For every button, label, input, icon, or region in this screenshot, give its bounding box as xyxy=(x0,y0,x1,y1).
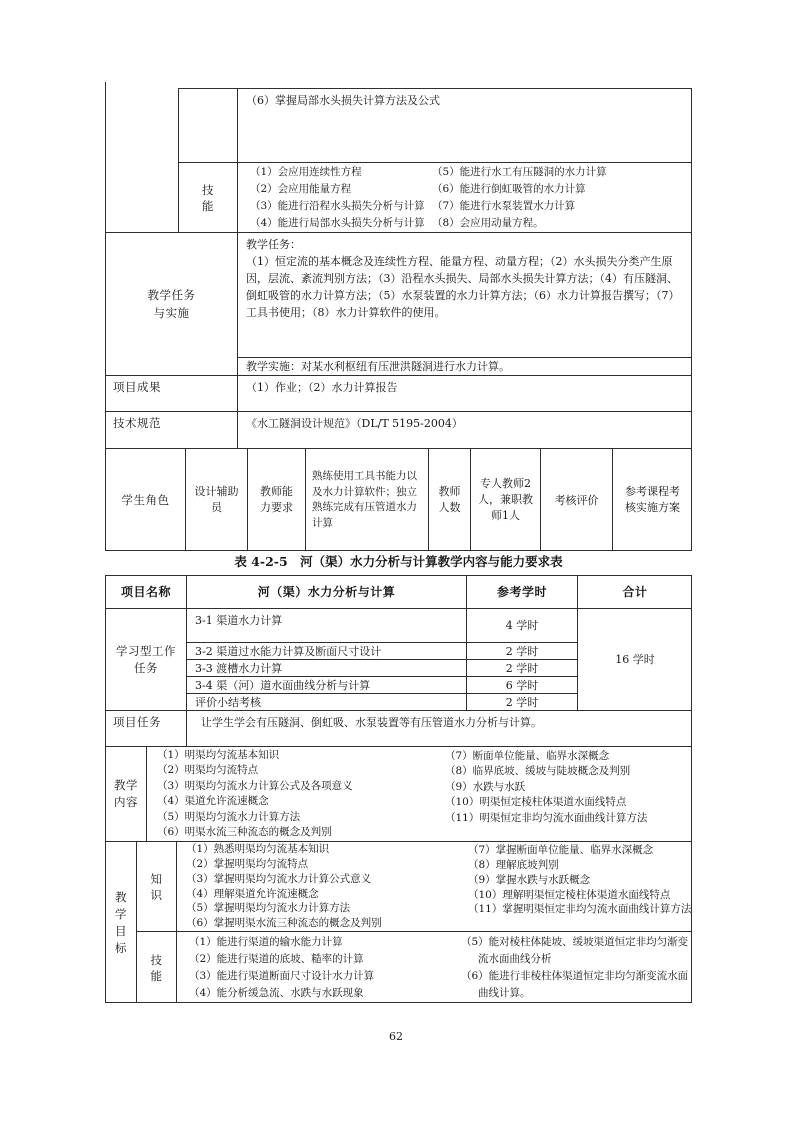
content-items-right: （7）断面单位能量、临界水深概念 （8）临界底坡、缓坡与陡坡概念及判别 （9）水跌与水跃 （10）明渠恒定棱柱体渠道水面线特点 （11）明渠恒定非均匀流水面曲线计算方法 xyxy=(445,749,648,824)
project-task-label-cell: 项目任务 xyxy=(105,710,186,746)
skill2-sublabel-cell: 技 能 xyxy=(136,931,176,1003)
teaching-requirements-table xyxy=(105,88,692,551)
knowledge-last-item-cell xyxy=(237,88,692,162)
teach-task-body: （1）恒定流的基本概念及连续性方程、能量方程、动量方程；（2）水头损失分类产生原因，层流、紊流判别方法；（3）沿程水头损失、局部水头损失计算方法；（4）有压隧洞、倒虹吸管的水力计算方法；（5）水泵装置的水力计算方法；（6）水力计算报告撰写；（7）工具书使用；（8）水力计算软件的使用。 xyxy=(246,255,680,319)
skill-items-left: （1）会应用连续性方程 （2）会应用能量方程 （3）能进行沿程水头损失分析与计算 （4）能进行局部水头损失分析与计算 xyxy=(250,165,425,229)
content-label-cell: 教学 内容 xyxy=(105,746,146,841)
page-number: 62 xyxy=(389,1030,403,1043)
role-cell-1: 设计辅助员 xyxy=(185,448,247,551)
objective-label-cell: 教学 目标 xyxy=(105,841,136,1003)
task-row-hours: 2 学时 xyxy=(466,642,577,659)
role-cell-3: 熟练使用工具书能力以及水力计算软件；独立熟练完成有压管道水力计算 xyxy=(305,448,428,551)
role-cell-4: 教师人数 xyxy=(428,448,470,551)
result-label-cell: 项目成果 xyxy=(105,375,237,411)
content-items-left: （1）明渠均匀流基本知识 （2）明渠均匀流特点 （3）明渠均匀流水力计算公式及各项意义 （4）渠道允许流速概念 （5）明渠均匀流水力计算方法 （6）明渠水流三种流态的概念及判别 xyxy=(157,748,353,838)
teach-task-title: 教学任务： xyxy=(246,238,301,251)
teach-impl-text: 教学实施：对某水利枢纽有压泄洪隧洞进行水力计算。 xyxy=(246,360,510,373)
knowledge-items-left: （1）熟悉明渠均匀流基本知识 （2）掌握明渠均匀流特点 （3）掌握明渠均匀流水力计算公式意义 （4）理解渠道允许流速概念 （5）掌握明渠均匀流水力计算方法 （6）掌握明渠水流三种流态的概念及判别 xyxy=(186,843,382,930)
standard-value-cell: 《水工隧洞设计规范》（DL/T 5195-2004） xyxy=(237,411,692,448)
task-row-hours: 2 学时 xyxy=(466,693,577,710)
role-cell-0: 学生角色 xyxy=(105,448,185,551)
skill2-items-right: （5）能对棱柱体陡坡、缓坡渠道恒定非均匀渐变流水面曲线分析 （6）能进行非棱柱体渠道恒定非均匀渐变流水面曲线计算。 xyxy=(461,935,689,999)
task-row-name: 3-1 渠道水力计算 xyxy=(186,608,466,642)
header-project-name: 项目名称 xyxy=(105,575,186,608)
task-row-hours: 2 学时 xyxy=(466,659,577,676)
task-row-name: 3-4 渠（河）道水面曲线分析与计算 xyxy=(186,676,466,693)
content-items-cell xyxy=(146,746,692,841)
table-caption: 表 4-2-5 河（渠）水力分析与计算教学内容与能力要求表 xyxy=(234,554,563,569)
skill-items-right: （5）能进行水工有压隧洞的水力计算 （6）能进行倒虹吸管的水力计算 （7）能进行水泵装置水力计算 （8）会应用动量方程。 xyxy=(432,165,607,229)
project-task-value-cell: 让学生学会有压隧洞、倒虹吸、水泵装置等有压管道水力分析与计算。 xyxy=(186,710,692,746)
role-cell-5: 专人教师2人，兼职教师1人 xyxy=(470,448,540,551)
header-total: 合计 xyxy=(577,575,692,608)
role-cell-7: 参考课程考核实施方案 xyxy=(612,448,692,551)
skill-sublabel: 技 能 xyxy=(202,182,214,213)
total-hours-cell: 16 学时 xyxy=(577,608,692,710)
skill2-items-left: （1）能进行渠道的输水能力计算 （2）能进行渠道的底坡、糙率的计算 （3）能进行渠道断面尺寸设计水力计算 （4）能分析缓急流、水跌与水跃现象 xyxy=(189,935,375,999)
standard-label-cell: 技术规范 xyxy=(105,411,237,448)
teach-label-cell xyxy=(105,232,237,375)
role-cell-6: 考核评价 xyxy=(540,448,612,551)
knowledge-items-right: （7）掌握断面单位能量、临界水深概念 （8）理解底坡判别 （9）掌握水跌与水跃概念 （10）理解明渠恒定棱柱体渠道水面线特点 （11）掌握明渠恒定非均匀流水面曲线计算方法 xyxy=(468,844,692,916)
task-row-hours: 6 学时 xyxy=(466,676,577,693)
knowledge-items-cell xyxy=(176,841,692,931)
knowledge-sublabel-cell xyxy=(178,88,237,162)
knowledge-sublabel-cell: 知 识 xyxy=(136,841,176,931)
teach-task-cell xyxy=(237,232,692,357)
tasks-label-cell: 学习型工作任务 xyxy=(105,608,186,710)
task-row-name: 3-3 渡槽水力计算 xyxy=(186,659,466,676)
skill-items-cell xyxy=(237,162,692,232)
carryover-label-cell xyxy=(105,88,178,232)
role-cell-2: 教师能力要求 xyxy=(247,448,305,551)
task-row-hours: 4 学时 xyxy=(466,608,577,642)
teach-impl-cell xyxy=(237,357,692,375)
teach-label: 教学任务 与实施 xyxy=(147,288,196,320)
result-value-cell: （1）作业；（2）水力计算报告 xyxy=(237,375,692,411)
skill-sublabel-cell xyxy=(178,162,237,232)
river-channel-table xyxy=(105,575,692,1003)
skill2-items-cell xyxy=(176,931,692,1003)
task-row-name: 评价小结考核 xyxy=(186,693,466,710)
header-course-name: 河（渠）水力分析与计算 xyxy=(186,575,466,608)
header-ref-hours: 参考学时 xyxy=(466,575,577,608)
task-row-name: 3-2 渠道过水能力计算及断面尺寸设计 xyxy=(186,642,466,659)
knowledge-last-item-text: （6）掌握局部水头损失计算方法及公式 xyxy=(246,94,440,107)
